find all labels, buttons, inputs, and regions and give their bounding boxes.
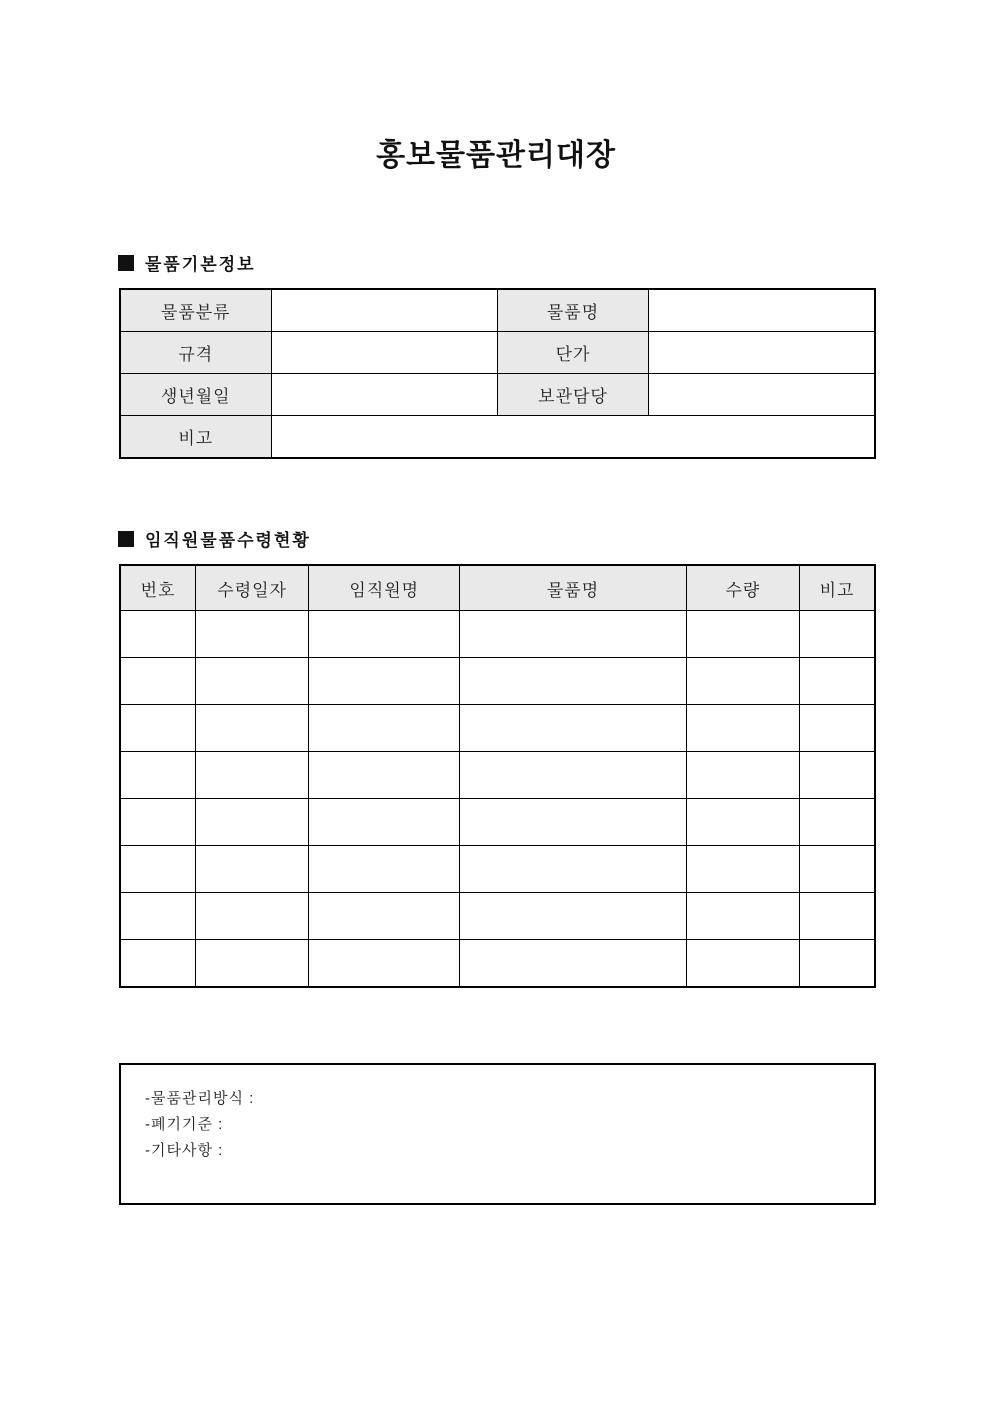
- note-management-method: -물품관리방식 :: [145, 1090, 255, 1107]
- receipt-empty-cell[interactable]: [120, 611, 196, 658]
- square-bullet-icon: [118, 531, 134, 547]
- receipt-empty-cell[interactable]: [120, 940, 196, 988]
- receipt-empty-cell[interactable]: [309, 611, 460, 658]
- receipt-empty-cell[interactable]: [309, 940, 460, 988]
- item-category-value-cell[interactable]: [271, 289, 498, 332]
- receipt-empty-cell[interactable]: [800, 658, 876, 705]
- receipt-empty-cell[interactable]: [686, 705, 799, 752]
- receipt-empty-cell[interactable]: [196, 940, 309, 988]
- col-header-remarks: 비고: [800, 565, 876, 611]
- unit-price-label: 단가: [498, 332, 649, 374]
- storage-manager-label: 보관담당: [498, 374, 649, 416]
- basic-info-table: [119, 288, 876, 459]
- basic-info-row: [120, 332, 875, 374]
- receipt-empty-cell[interactable]: [460, 893, 687, 940]
- section-receipt-status-title: 임직원물품수령현황: [145, 531, 311, 550]
- receipt-empty-cell[interactable]: [800, 705, 876, 752]
- receipt-empty-cell[interactable]: [196, 752, 309, 799]
- receipt-empty-cell[interactable]: [309, 893, 460, 940]
- receipt-empty-cell[interactable]: [460, 846, 687, 893]
- receipt-empty-cell[interactable]: [196, 846, 309, 893]
- col-header-receipt-date: 수령일자: [196, 565, 309, 611]
- receipt-table-header-row: [120, 565, 875, 611]
- receipt-empty-cell[interactable]: [120, 752, 196, 799]
- basic-info-row: [120, 374, 875, 416]
- receipt-empty-cell[interactable]: [309, 705, 460, 752]
- col-header-quantity: 수량: [686, 565, 799, 611]
- receipt-empty-cell[interactable]: [309, 752, 460, 799]
- receipt-empty-cell[interactable]: [196, 705, 309, 752]
- birth-date-value-cell[interactable]: [271, 374, 498, 416]
- receipt-empty-cell[interactable]: [460, 658, 687, 705]
- receipt-empty-row: [120, 940, 875, 988]
- specification-value-cell[interactable]: [271, 332, 498, 374]
- receipt-empty-cell[interactable]: [800, 799, 876, 846]
- receipt-table-body: [120, 611, 875, 988]
- receipt-empty-cell[interactable]: [800, 940, 876, 988]
- receipt-empty-cell[interactable]: [800, 611, 876, 658]
- notes-box: [119, 1063, 876, 1205]
- receipt-empty-cell[interactable]: [686, 940, 799, 988]
- section-basic-info-header: [118, 250, 256, 275]
- receipt-empty-cell[interactable]: [460, 611, 687, 658]
- item-name-label: 물품명: [498, 289, 649, 332]
- receipt-empty-cell[interactable]: [460, 752, 687, 799]
- storage-manager-value-cell[interactable]: [649, 374, 876, 416]
- section-basic-info-title: 물품기본정보: [145, 255, 256, 274]
- col-header-item-name: 물품명: [460, 565, 687, 611]
- receipt-empty-cell[interactable]: [120, 846, 196, 893]
- receipt-empty-cell[interactable]: [686, 799, 799, 846]
- note-other-matters: -기타사항 :: [145, 1142, 224, 1159]
- page-title: 홍보물품관리대장: [376, 139, 616, 172]
- receipt-empty-cell[interactable]: [460, 705, 687, 752]
- item-name-value-cell[interactable]: [649, 289, 876, 332]
- receipt-status-table: [119, 564, 876, 988]
- receipt-empty-cell[interactable]: [800, 846, 876, 893]
- receipt-empty-row: [120, 799, 875, 846]
- square-bullet-icon: [118, 255, 134, 271]
- receipt-empty-cell[interactable]: [460, 940, 687, 988]
- col-header-number: 번호: [120, 565, 196, 611]
- receipt-empty-cell[interactable]: [196, 658, 309, 705]
- unit-price-value-cell[interactable]: [649, 332, 876, 374]
- receipt-empty-cell[interactable]: [196, 799, 309, 846]
- remarks-label: 비고: [120, 416, 271, 459]
- receipt-empty-cell[interactable]: [686, 611, 799, 658]
- receipt-empty-cell[interactable]: [686, 658, 799, 705]
- remarks-value-cell[interactable]: [271, 416, 875, 459]
- receipt-empty-row: [120, 846, 875, 893]
- receipt-empty-cell[interactable]: [686, 893, 799, 940]
- basic-info-row: [120, 416, 875, 459]
- receipt-empty-cell[interactable]: [686, 846, 799, 893]
- receipt-empty-cell[interactable]: [686, 752, 799, 799]
- receipt-empty-row: [120, 658, 875, 705]
- receipt-empty-cell[interactable]: [196, 893, 309, 940]
- item-category-label: 물품분류: [120, 289, 271, 332]
- receipt-empty-row: [120, 611, 875, 658]
- receipt-empty-cell[interactable]: [120, 893, 196, 940]
- col-header-employee-name: 임직원명: [309, 565, 460, 611]
- receipt-empty-cell[interactable]: [120, 799, 196, 846]
- receipt-empty-cell[interactable]: [309, 658, 460, 705]
- receipt-empty-row: [120, 893, 875, 940]
- receipt-empty-cell[interactable]: [800, 752, 876, 799]
- birth-date-label: 생년월일: [120, 374, 271, 416]
- receipt-empty-cell[interactable]: [460, 799, 687, 846]
- section-receipt-status-header: [118, 526, 311, 551]
- receipt-empty-row: [120, 752, 875, 799]
- receipt-empty-cell[interactable]: [120, 658, 196, 705]
- receipt-empty-row: [120, 705, 875, 752]
- receipt-empty-cell[interactable]: [800, 893, 876, 940]
- receipt-empty-cell[interactable]: [196, 611, 309, 658]
- receipt-empty-cell[interactable]: [120, 705, 196, 752]
- receipt-empty-cell[interactable]: [309, 799, 460, 846]
- receipt-empty-cell[interactable]: [309, 846, 460, 893]
- note-disposal-criteria: -폐기기준 :: [145, 1116, 224, 1133]
- specification-label: 규격: [120, 332, 271, 374]
- basic-info-row: [120, 289, 875, 332]
